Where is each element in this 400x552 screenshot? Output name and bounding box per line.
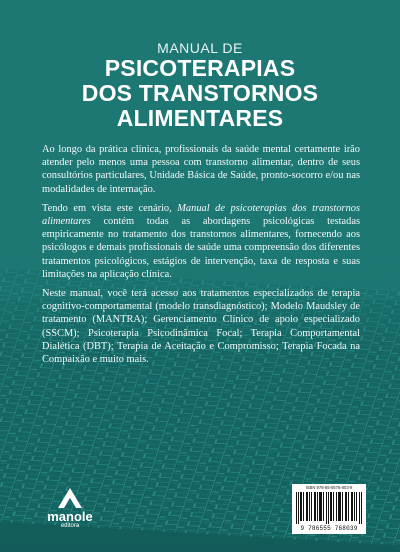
- title-line-1: PSICOTERAPIAS: [104, 55, 296, 81]
- isbn-label: ISBN 978-65-5576-803-9: [305, 485, 353, 490]
- barcode-icon: [296, 492, 362, 524]
- barcode-box: [292, 484, 366, 534]
- title-line-2: DOS TRANSTORNOS: [81, 80, 319, 106]
- p2-intro: Tendo em vista este cenário,: [42, 202, 178, 214]
- p2-rest: contém todas as abordagens psicológicas testadas empiricamente no tratamento dos transtornos alimentares, fornecendo aos psicólogos e demais profissionais de saúde uma compreensão dos diferentes tratamentos psicológicos, estágios de intervenção, taxa de resposta e suas limitações na aplicação clínica.: [42, 216, 360, 280]
- synopsis: [42, 143, 360, 372]
- barcode-number: 9 786555 768039: [300, 525, 358, 532]
- publisher-name: manole: [47, 509, 93, 524]
- synopsis-paragraph-3: Neste manual, você terá acesso aos tratamentos especializados de terapia cognitivo-comportamental (modelo transdiagnóstico); Modelo Maudsley de tratamento (MANTRA); Gerenciamento Clínico de apoio especializado (SSCM); Psicoterapia Psicodinâmica Focal; Terapia Comportamental Dialética (DBT); Terapia de Aceitação e Compromisso; Terapia Focada na Compaixão e muito mais.: [42, 288, 360, 366]
- manole-mark-icon: [57, 487, 83, 509]
- title-kicker: MANUAL DE: [157, 40, 243, 56]
- publisher-sub: editora: [60, 523, 80, 529]
- title-block: [0, 40, 400, 131]
- synopsis-paragraph-1: Ao longo da prática clínica, profissionais da saúde mental certamente irão atender pelo menos uma pessoa com transtorno alimentar, dentro de seus consultórios particulares, Unidade Básica de Saúde, pronto-socorro e/ou nas modalidades de internação.: [42, 144, 360, 195]
- publisher-logo: [40, 487, 100, 530]
- synopsis-paragraph-2: [42, 202, 360, 281]
- book-title-italic: Manual de psicoterapias dos transtornos alimentares: [42, 202, 361, 228]
- title-line-3: ALIMENTARES: [116, 105, 284, 131]
